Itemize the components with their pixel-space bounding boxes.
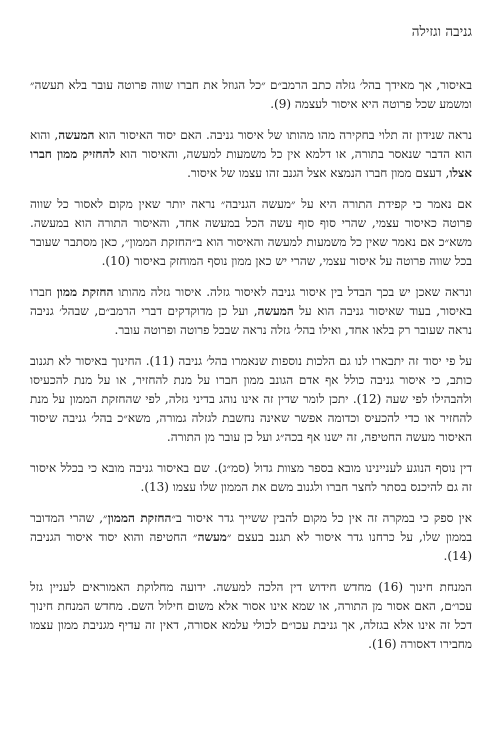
paragraph-7-text-a: אין ספק כי במקרה זה אין כל מקום להבין ששייך גדר איסור ב״ <box>171 511 472 525</box>
paragraph-4-bold-b: החזקת ממון <box>56 285 114 299</box>
paragraph-7-text-c: ״, שהרי המדובר בממון שלו, על כרחנו גדר איסור לא תגנב בעצם ״ <box>30 511 473 544</box>
paragraph-6: דין נוסף הנוגע לעניינינו מובא בספר מצוות גדול (סמ״ג). שם באיסור גניבה מובא כי בכלל איסור זה גם להיכנס בסתר לחצר חברו ולגנוב משם את הממון שלו עצמו (13). <box>30 461 472 494</box>
paragraph-4-text-c: חברו באיסור, בעוד שאיסור גניבה הוא על <box>30 285 473 318</box>
paragraph-2-bold-d: להחזיק ממון חברו אצלו <box>30 147 472 180</box>
paragraph-4 <box>30 283 472 340</box>
paragraph-8: המנחת חינוך (16) מחדש חידוש דין הלכה למעשה. ידועה מחלוקת האמוראים לעניין גזל עכו״ם, האם אסור מן התורה, או שמא אינו אסור אלא משום חילול השם. מחדש המנחת חינוך דכל זה אינו אלא בגזלה, אך גניבת עכו״ם לכולי עלמא אסורה, דאין זה עדיף מגניבת ממון עצמו מחבירו דאסורה (16). <box>30 580 472 651</box>
paragraph-2 <box>30 126 472 183</box>
paragraph-4-text-a: ונראה שאכן יש בכך הבדל בין איסור גניבה לאיסור גזלה. איסור גזלה מהותו <box>113 285 473 299</box>
paragraph-2-text-c: , והוא הוא הדבר שנאסר בתורה, או דלמא אין כל משמעות למעשה, והאיסור הוא <box>30 128 472 161</box>
page-heading: גניבה וגזילה <box>411 24 472 40</box>
paragraph-4-bold-d: המעשה <box>257 304 294 318</box>
paragraph-3: אם נאמר כי קפידת התורה היא על ״מעשה הגניבה״ נראה יותר שאין מקום לאסור כל שווה פרוטה כאיסור עצמי, שהרי סוף סוף עשה הכל במעשה אחד, והאיסור התורה הוא במעשה. משא״כ אם נאמר שאין כל משמעות למעשה והאיסור הוא ב״החזקת הממון״, כאן מסתבר שעובר בכל שווה פרוטה על איסור עצמי, שהרי יש כאן ממון נוסף המוחזק באיסור (10). <box>30 197 472 268</box>
paragraph-1: באיסור, אך מאידך בהל׳ גזלה כתב הרמב״ם ״כל הגוזל את חברו שווה פרוטה עובר בלא תעשה״ ומשמע שכל פרוטה היא איסור לעצמה (9). <box>30 78 472 111</box>
paragraph-5: על פי יסוד זה יתבארו לנו גם הלכות נוספות שנאמרו בהל׳ גניבה (11). החינוך באיסור לא תגנוב כותב, כי איסור גניבה כולל אף אדם הגונב ממון חברו על מנת להחזיר, או על מנת להכעיסו ולהבהילו לפי שעה (12). יתכן לומר שדין זה אינו נוהג בדיני גזלה, לפי שהחזקת הממון על מנת להחזיר או כדי להכעיס וכדומה אפשר שאינה נחשבת לגזלה גמורה, משא״כ בהל׳ גניבה שיסוד האיסור מעשה החטיפה, זה ישנו אף בכה״ג ועל כן עובר מן התורה. <box>30 354 472 444</box>
paragraph-7-bold-b: החזקת הממון <box>107 511 172 525</box>
paragraph-7 <box>30 509 472 566</box>
paragraph-2-text-a: נראה שנידון זה תלוי בחקירה מהו מהותו של איסור גניבה. האם יסוד האיסור הוא <box>94 128 472 142</box>
paragraph-7-bold-d: מעשה <box>197 530 227 544</box>
paragraph-2-bold-a: המעשה <box>58 128 95 142</box>
paragraph-2-text-e: , דעצם ממון חברו הנמצא אצל הגנב זהו עצמו של איסור. <box>187 166 450 180</box>
paragraph-4-text-e: , ועל כן מדוקדקים דברי הרמב״ם, שבהל׳ גניבה נראה שעובר רק בלאו אחד, ואילו בהל׳ גזלה נראה שבכל פרוטה ופרוטה עובר. <box>30 304 472 337</box>
paragraph-7-text-e: ״ החטיפה והוא יסוד איסור הגניבה (14). <box>30 530 472 563</box>
